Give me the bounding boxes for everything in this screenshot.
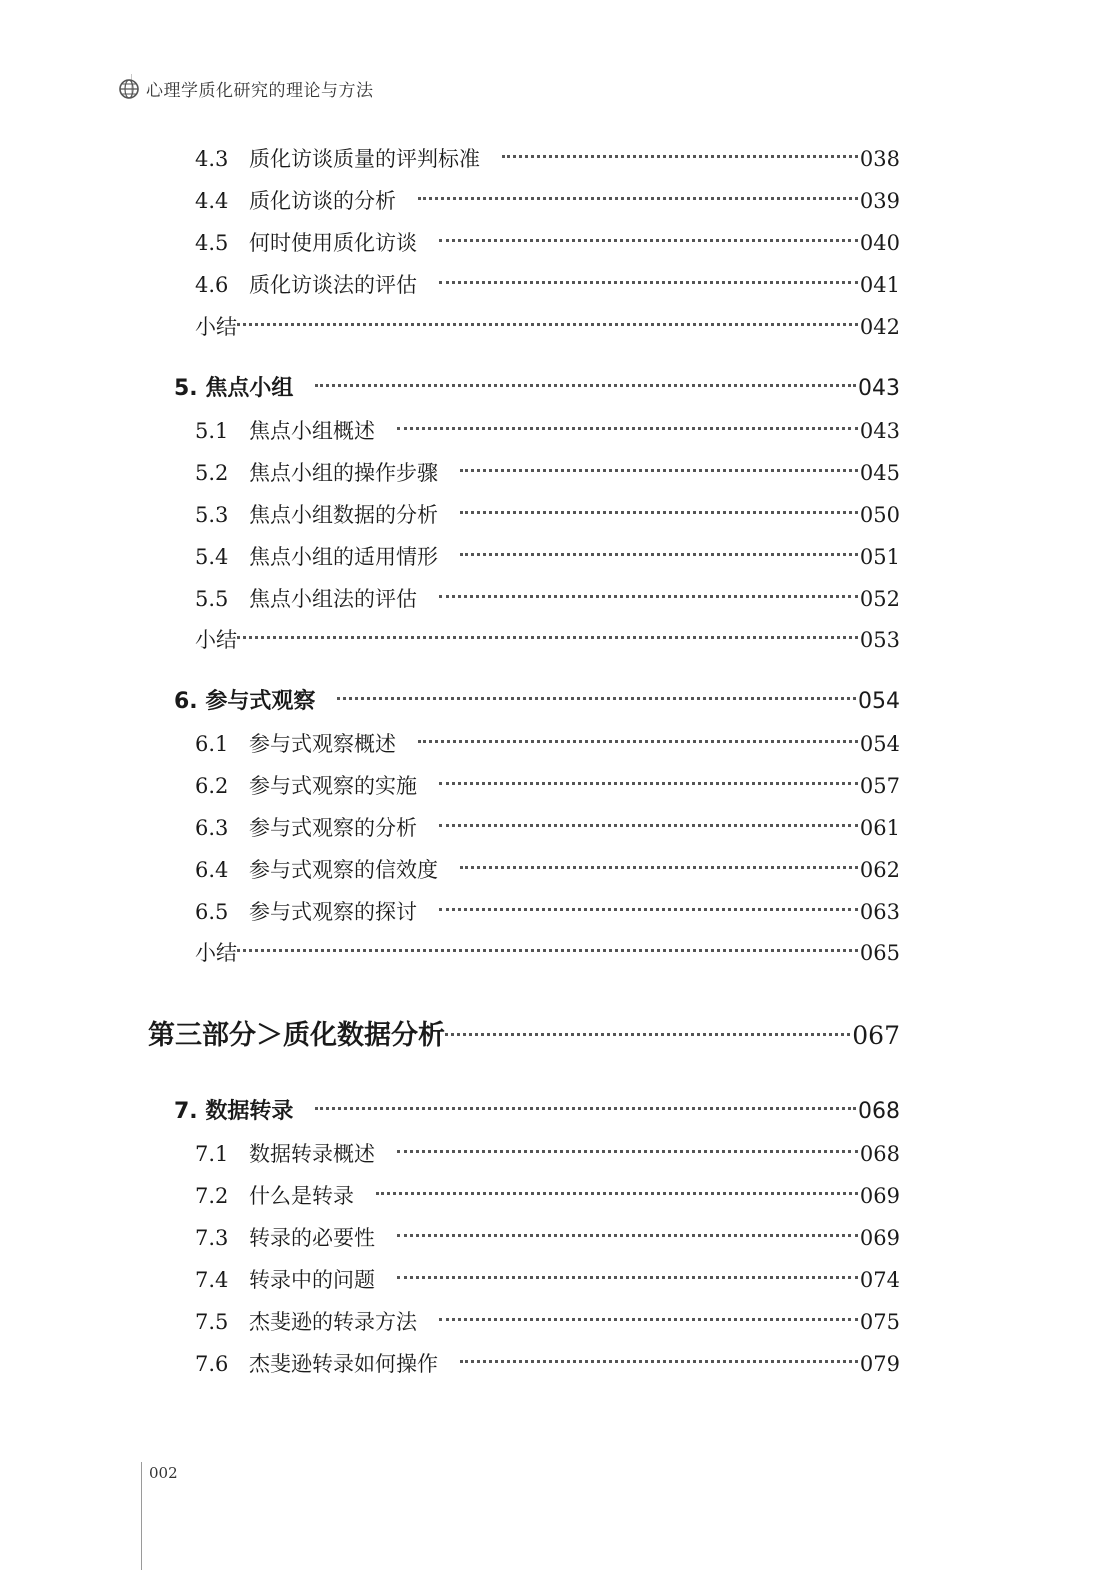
toc-entry-title: 小结 bbox=[195, 315, 237, 339]
toc-entry-title: 小结 bbox=[195, 941, 237, 965]
toc-entry-title: 参与式观察的信效度 bbox=[249, 858, 438, 882]
toc-entry-number: 5.2 bbox=[195, 461, 229, 485]
toc-entry-page: 068 bbox=[859, 1142, 900, 1166]
toc-entry-title: 参与式观察的探讨 bbox=[249, 900, 417, 924]
toc-entry-number: 6.5 bbox=[195, 900, 229, 924]
dot-leader bbox=[315, 384, 856, 387]
dot-leader bbox=[397, 1276, 858, 1279]
toc-entry[interactable] bbox=[195, 307, 900, 347]
toc-entry-page: 069 bbox=[859, 1226, 900, 1250]
dot-leader bbox=[337, 697, 856, 700]
toc-entry[interactable] bbox=[195, 139, 900, 179]
toc-entry-page: 068 bbox=[858, 1099, 900, 1124]
dot-leader bbox=[445, 1033, 850, 1036]
toc-entry-title: 何时使用质化访谈 bbox=[249, 231, 417, 255]
toc-entry[interactable] bbox=[195, 808, 900, 848]
dot-leader bbox=[397, 427, 858, 430]
toc-entry[interactable] bbox=[195, 850, 900, 890]
toc-entry-page: 038 bbox=[859, 147, 900, 171]
dot-leader bbox=[439, 782, 858, 785]
toc-entry-title: 参与式观察概述 bbox=[249, 732, 396, 756]
toc-entry-number: 5.1 bbox=[195, 419, 229, 443]
toc-entry-page: 039 bbox=[859, 189, 900, 213]
toc-entry[interactable] bbox=[195, 724, 900, 764]
toc-entry[interactable] bbox=[195, 933, 900, 973]
toc-entry-number: 7.6 bbox=[195, 1352, 229, 1376]
toc-entry[interactable] bbox=[195, 411, 900, 451]
footer-rule bbox=[141, 1462, 142, 1570]
toc-entry-number: 7.5 bbox=[195, 1310, 229, 1334]
page-number: 002 bbox=[149, 1464, 178, 1482]
toc-entry-page: 075 bbox=[859, 1310, 900, 1334]
toc-entry[interactable] bbox=[195, 1260, 900, 1300]
toc-entry-page: 061 bbox=[859, 816, 900, 840]
toc-entry-title: 焦点小组法的评估 bbox=[249, 587, 417, 611]
toc-entry[interactable] bbox=[195, 892, 900, 932]
toc-entry-page: 079 bbox=[859, 1352, 900, 1376]
dot-leader bbox=[460, 511, 858, 514]
toc-entry-title: 5. 焦点小组 bbox=[174, 376, 294, 401]
toc-entry-number: 6.3 bbox=[195, 816, 229, 840]
toc-entry-page: 043 bbox=[858, 376, 900, 401]
dot-leader bbox=[460, 553, 858, 556]
toc-entry-page: 054 bbox=[859, 732, 900, 756]
toc-entry-title: 参与式观察的实施 bbox=[249, 774, 417, 798]
toc-entry-page: 041 bbox=[859, 273, 900, 297]
toc-entry-page: 069 bbox=[859, 1184, 900, 1208]
toc-entry[interactable] bbox=[195, 579, 900, 619]
dot-leader bbox=[460, 469, 858, 472]
toc-entry-number: 5.3 bbox=[195, 503, 229, 527]
book-title: 心理学质化研究的理论与方法 bbox=[146, 81, 374, 101]
toc-entry[interactable] bbox=[195, 265, 900, 305]
toc-entry[interactable] bbox=[195, 223, 900, 263]
toc-entry-title: 焦点小组数据的分析 bbox=[249, 503, 438, 527]
toc-entry[interactable] bbox=[195, 1302, 900, 1342]
toc-entry[interactable] bbox=[195, 766, 900, 806]
dot-leader bbox=[439, 281, 858, 284]
toc-entry-title: 焦点小组的操作步骤 bbox=[249, 461, 438, 485]
toc-entry-number: 5.5 bbox=[195, 587, 229, 611]
toc-entry-page: 045 bbox=[859, 461, 900, 485]
dot-leader bbox=[237, 949, 858, 952]
toc-entry[interactable] bbox=[195, 537, 900, 577]
toc-entry-number: 4.6 bbox=[195, 273, 229, 297]
dot-leader bbox=[237, 636, 858, 639]
dot-leader bbox=[397, 1150, 858, 1153]
toc-entry[interactable] bbox=[195, 1344, 900, 1384]
toc-entry-number: 4.3 bbox=[195, 147, 229, 171]
toc-entry-number: 7.4 bbox=[195, 1268, 229, 1292]
toc-entry-title: 焦点小组的适用情形 bbox=[249, 545, 438, 569]
toc-entry-page: 054 bbox=[858, 689, 900, 714]
toc-entry-page: 062 bbox=[859, 858, 900, 882]
dot-leader bbox=[439, 239, 858, 242]
toc-entry-number: 7.3 bbox=[195, 1226, 229, 1250]
toc-entry-title: 杰斐逊转录如何操作 bbox=[249, 1352, 438, 1376]
toc-entry-page: 042 bbox=[859, 315, 900, 339]
toc-entry-title: 数据转录概述 bbox=[249, 1142, 375, 1166]
toc-entry-title: 7. 数据转录 bbox=[174, 1099, 294, 1124]
toc-entry-page: 040 bbox=[859, 231, 900, 255]
toc-entry-page: 057 bbox=[859, 774, 900, 798]
toc-entry[interactable] bbox=[148, 1011, 900, 1061]
toc-entry-page: 063 bbox=[859, 900, 900, 924]
toc-entry-page: 043 bbox=[859, 419, 900, 443]
toc-entry-title: 转录中的问题 bbox=[249, 1268, 375, 1292]
dot-leader bbox=[315, 1107, 856, 1110]
toc-entry-number: 6.4 bbox=[195, 858, 229, 882]
dot-leader bbox=[439, 824, 858, 827]
toc-entry-number: 7.2 bbox=[195, 1184, 229, 1208]
toc-entry[interactable] bbox=[195, 495, 900, 535]
toc-entry-title: 焦点小组概述 bbox=[249, 419, 375, 443]
toc-entry-number: 4.5 bbox=[195, 231, 229, 255]
toc-entry-title: 质化访谈的分析 bbox=[249, 189, 396, 213]
toc-entry-title: 什么是转录 bbox=[249, 1184, 354, 1208]
toc-entry-number: 6.2 bbox=[195, 774, 229, 798]
toc-entry[interactable] bbox=[195, 1218, 900, 1258]
dot-leader bbox=[418, 197, 858, 200]
dot-leader bbox=[439, 1318, 858, 1321]
dot-leader bbox=[439, 595, 858, 598]
toc-entry[interactable] bbox=[174, 682, 900, 722]
dot-leader bbox=[418, 740, 858, 743]
toc-entry-number: 4.4 bbox=[195, 189, 229, 213]
toc-entry-page: 065 bbox=[859, 941, 900, 965]
toc-entry-title: 质化访谈法的评估 bbox=[249, 273, 417, 297]
dot-leader bbox=[502, 155, 858, 158]
dot-leader bbox=[460, 866, 858, 869]
dot-leader bbox=[397, 1234, 858, 1237]
toc-entry[interactable] bbox=[195, 181, 900, 221]
toc-entry-title: 参与式观察的分析 bbox=[249, 816, 417, 840]
toc-entry-number: 6.1 bbox=[195, 732, 229, 756]
dot-leader bbox=[439, 908, 858, 911]
toc-entry-page: 053 bbox=[859, 628, 900, 652]
toc-entry[interactable] bbox=[195, 620, 900, 660]
toc-entry-title: 转录的必要性 bbox=[249, 1226, 375, 1250]
toc-entry-title: 小结 bbox=[195, 628, 237, 652]
toc-entry[interactable] bbox=[174, 369, 900, 409]
toc-entry-number: 5.4 bbox=[195, 545, 229, 569]
toc-entry-page: 050 bbox=[859, 503, 900, 527]
toc-entry-title: 质化访谈质量的评判标准 bbox=[249, 147, 480, 171]
toc-entry-title: 杰斐逊的转录方法 bbox=[249, 1310, 417, 1334]
toc-entry-title: 第三部分＞质化数据分析 bbox=[148, 1020, 445, 1051]
toc-entry-number: 7.1 bbox=[195, 1142, 229, 1166]
dot-leader bbox=[376, 1192, 858, 1195]
toc-entry-page: 051 bbox=[859, 545, 900, 569]
toc-entry-page: 067 bbox=[852, 1021, 900, 1050]
toc-entry-title: 6. 参与式观察 bbox=[174, 689, 316, 714]
toc-entry[interactable] bbox=[195, 1134, 900, 1174]
dot-leader bbox=[237, 323, 858, 326]
toc-entry[interactable] bbox=[174, 1092, 900, 1132]
dot-leader bbox=[460, 1360, 858, 1363]
toc-entry-page: 074 bbox=[859, 1268, 900, 1292]
toc-entry[interactable] bbox=[195, 1176, 900, 1216]
toc-entry-page: 052 bbox=[859, 587, 900, 611]
toc-entry[interactable] bbox=[195, 453, 900, 493]
